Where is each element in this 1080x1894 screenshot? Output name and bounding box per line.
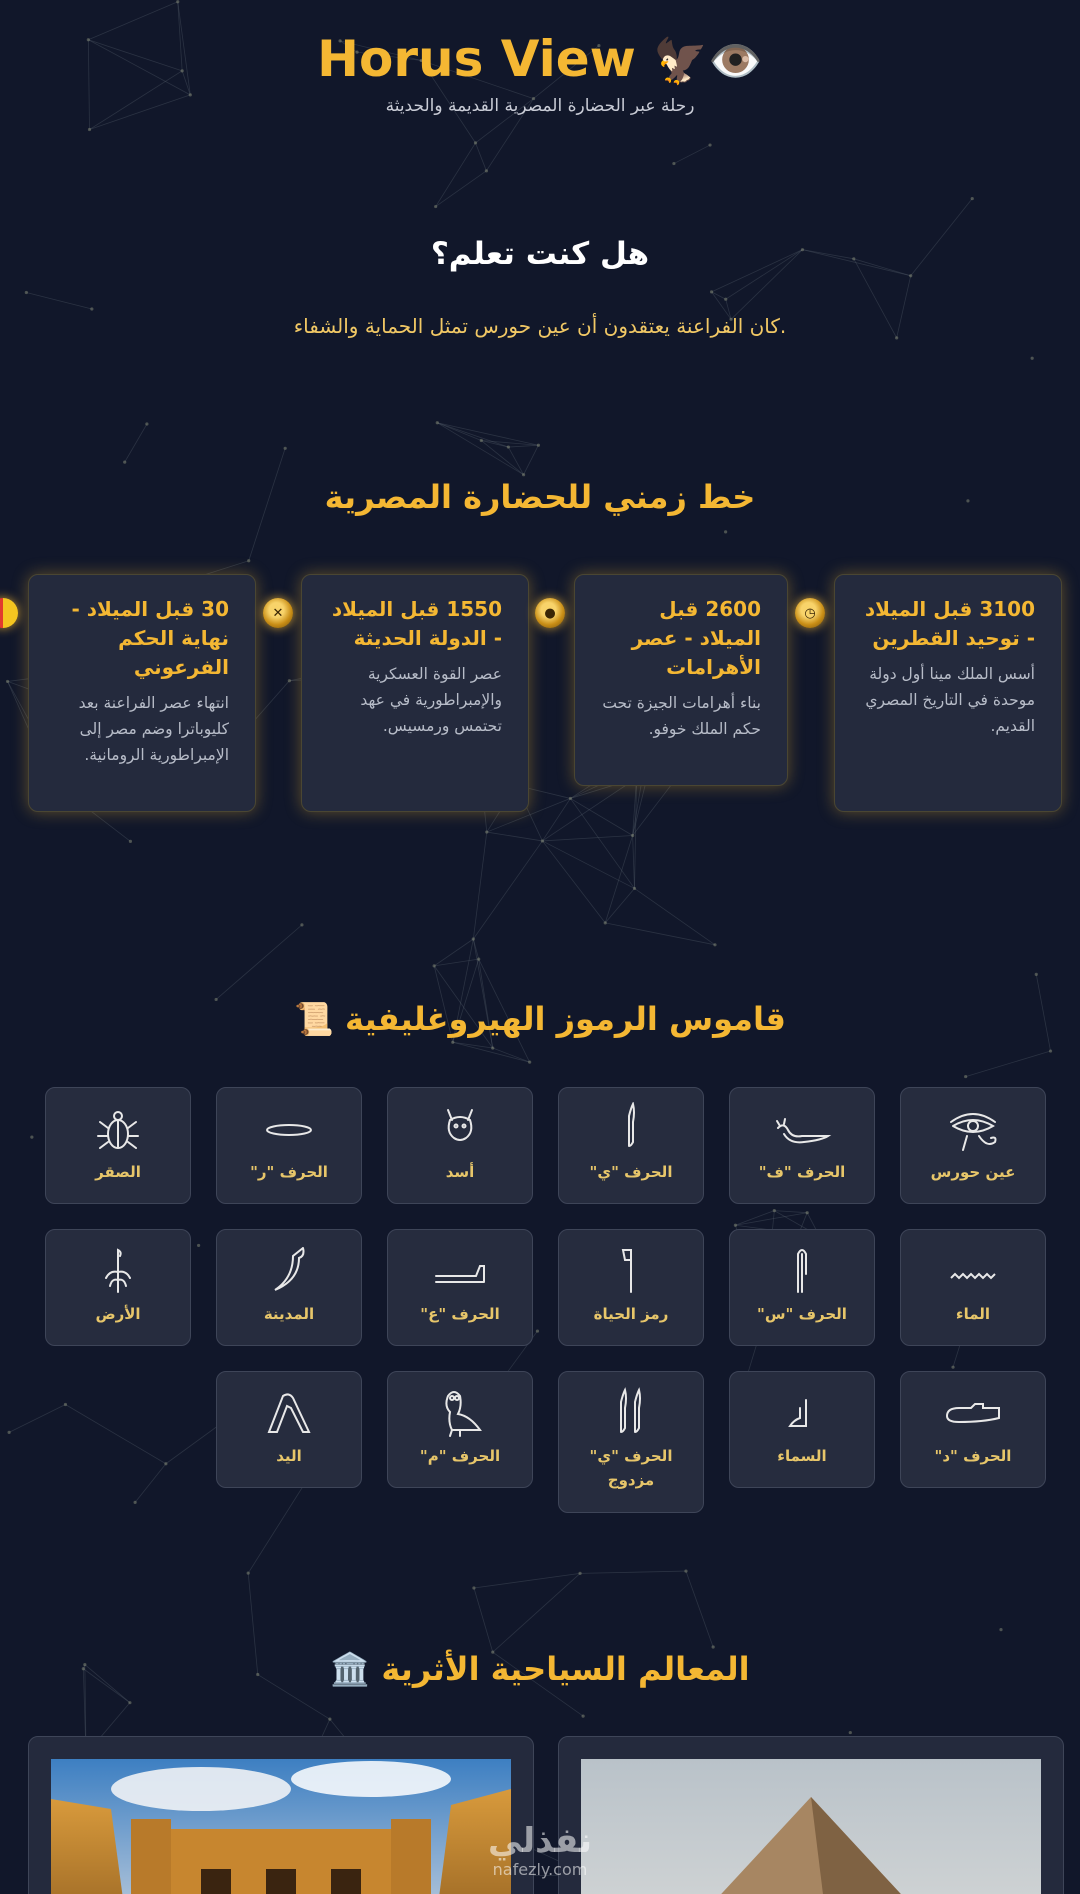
hieroglyph-dictionary-title: 📜 قاموس الرموز الهيروغليفية bbox=[294, 1000, 786, 1038]
timeline-card-heading: 1550 قبل الميلاد - الدولة الحديثة bbox=[331, 597, 502, 650]
glyph-label: الحرف "ر" bbox=[250, 1163, 328, 1181]
timeline-pot-icon: ● bbox=[535, 598, 565, 628]
did-you-know-text: كان الفراعنة يعتقدون أن عين حورس تمثل الحماية والشفاء. bbox=[293, 314, 787, 338]
eye-of-horus-icon bbox=[943, 1102, 1003, 1154]
glyph-card[interactable] bbox=[387, 1371, 533, 1488]
double-reed-icon bbox=[601, 1386, 661, 1438]
horned-viper-icon bbox=[772, 1102, 832, 1154]
lion-head-icon bbox=[430, 1102, 490, 1154]
glyph-label: الماء bbox=[955, 1305, 991, 1323]
timeline-card-body: بناء أهرامات الجيزة تحت حكم الملك خوفو. bbox=[602, 694, 761, 738]
glyph-card[interactable] bbox=[216, 1087, 362, 1204]
glyph-card[interactable] bbox=[900, 1087, 1046, 1204]
forearm-icon bbox=[430, 1244, 490, 1296]
glyph-card[interactable] bbox=[216, 1229, 362, 1346]
glyph-label: الحرف "س" bbox=[757, 1305, 847, 1323]
glyph-card[interactable] bbox=[45, 1229, 191, 1346]
eagle-eye-icon: 🦅👁️ bbox=[653, 36, 763, 87]
mouth-icon bbox=[259, 1102, 319, 1154]
glyph-label: السماء bbox=[777, 1447, 827, 1465]
glyph-label: الأرض bbox=[95, 1305, 141, 1323]
glyph-label: الحرف "ي" مزدوج bbox=[589, 1447, 673, 1489]
glyph-label: اليد bbox=[276, 1447, 302, 1465]
watermark bbox=[0, 1822, 1080, 1879]
glyph-card[interactable] bbox=[45, 1087, 191, 1204]
glyph-card[interactable] bbox=[387, 1087, 533, 1204]
legs-icon bbox=[259, 1386, 319, 1438]
glyph-label: الحرف "د" bbox=[934, 1447, 1012, 1465]
glyph-card[interactable] bbox=[216, 1371, 362, 1488]
timeline-clock-icon: ◷ bbox=[795, 598, 825, 628]
timeline-card[interactable] bbox=[301, 574, 529, 812]
flag-pole-icon bbox=[601, 1244, 661, 1296]
glyph-card[interactable] bbox=[729, 1229, 875, 1346]
glyph-label: المدينة bbox=[263, 1305, 315, 1323]
glyph-card[interactable] bbox=[387, 1229, 533, 1346]
water-ripple-icon bbox=[943, 1244, 1003, 1296]
timeline-card[interactable] bbox=[834, 574, 1062, 812]
owl-icon bbox=[430, 1386, 490, 1438]
timeline-card-heading: 30 قبل الميلاد - نهاية الحكم الفرعوني bbox=[71, 597, 229, 679]
scarab-icon bbox=[88, 1102, 148, 1154]
glyph-card[interactable] bbox=[558, 1087, 704, 1204]
glyph-card[interactable] bbox=[900, 1229, 1046, 1346]
timeline-card-body: عصر القوة العسكرية والإمبراطورية في عهد تحتمس ورمسيس. bbox=[360, 665, 502, 735]
timeline-title: خط زمني للحضارة المصرية bbox=[324, 478, 756, 516]
glyph-label: الصقر bbox=[95, 1163, 141, 1181]
glyph-card[interactable] bbox=[558, 1371, 704, 1513]
timeline-card[interactable] bbox=[28, 574, 256, 812]
reed-plant-icon bbox=[88, 1244, 148, 1296]
timeline-card-body: انتهاء عصر الفراعنة بعد كليوباترا وضم مصر إلى الإمبراطورية الرومانية. bbox=[78, 694, 229, 764]
glyph-card[interactable] bbox=[729, 1087, 875, 1204]
glyph-label: الحرف "ع" bbox=[420, 1305, 500, 1323]
glyph-card[interactable] bbox=[729, 1371, 875, 1488]
glyph-label: أسد bbox=[445, 1163, 475, 1181]
timeline-card-heading: 3100 قبل الميلاد - توحيد القطرين bbox=[864, 597, 1035, 650]
reed-icon bbox=[601, 1102, 661, 1154]
timeline-swords-icon: ✕ bbox=[263, 598, 293, 628]
tourism-title: 🏛️ المعالم السياحية الأثرية bbox=[330, 1650, 750, 1688]
did-you-know-title: هل كنت تعلم؟ bbox=[430, 236, 650, 272]
timeline-card-body: أسس الملك مينا أول دولة موحدة في التاريخ المصري القديم. bbox=[865, 665, 1035, 735]
glyph-card[interactable] bbox=[558, 1229, 704, 1346]
glyph-label: عين حورس bbox=[930, 1163, 1016, 1181]
glyph-label: الحرف "ي" bbox=[589, 1163, 673, 1181]
timeline-card[interactable] bbox=[574, 574, 788, 786]
glyph-label: رمز الحياة bbox=[593, 1305, 669, 1323]
site-title-text: Horus View bbox=[317, 30, 636, 88]
sickle-icon bbox=[259, 1244, 319, 1296]
folded-cloth-icon bbox=[772, 1244, 832, 1296]
timeline-card-heading: 2600 قبل الميلاد - عصر الأهرامات bbox=[631, 597, 761, 679]
watermark-url: nafezly.com bbox=[492, 1860, 588, 1879]
hand-icon bbox=[943, 1386, 1003, 1438]
glyph-label: الحرف "م" bbox=[419, 1447, 501, 1465]
site-title bbox=[0, 30, 1080, 88]
foot-icon bbox=[772, 1386, 832, 1438]
watermark-logo: نفذلي bbox=[487, 1821, 593, 1861]
site-subtitle: رحلة عبر الحضارة المصرية القديمة والحديثة bbox=[385, 96, 695, 116]
glyph-label: الحرف "ف" bbox=[758, 1163, 846, 1181]
timeline-flag-icon bbox=[0, 598, 18, 628]
glyph-card[interactable] bbox=[900, 1371, 1046, 1488]
